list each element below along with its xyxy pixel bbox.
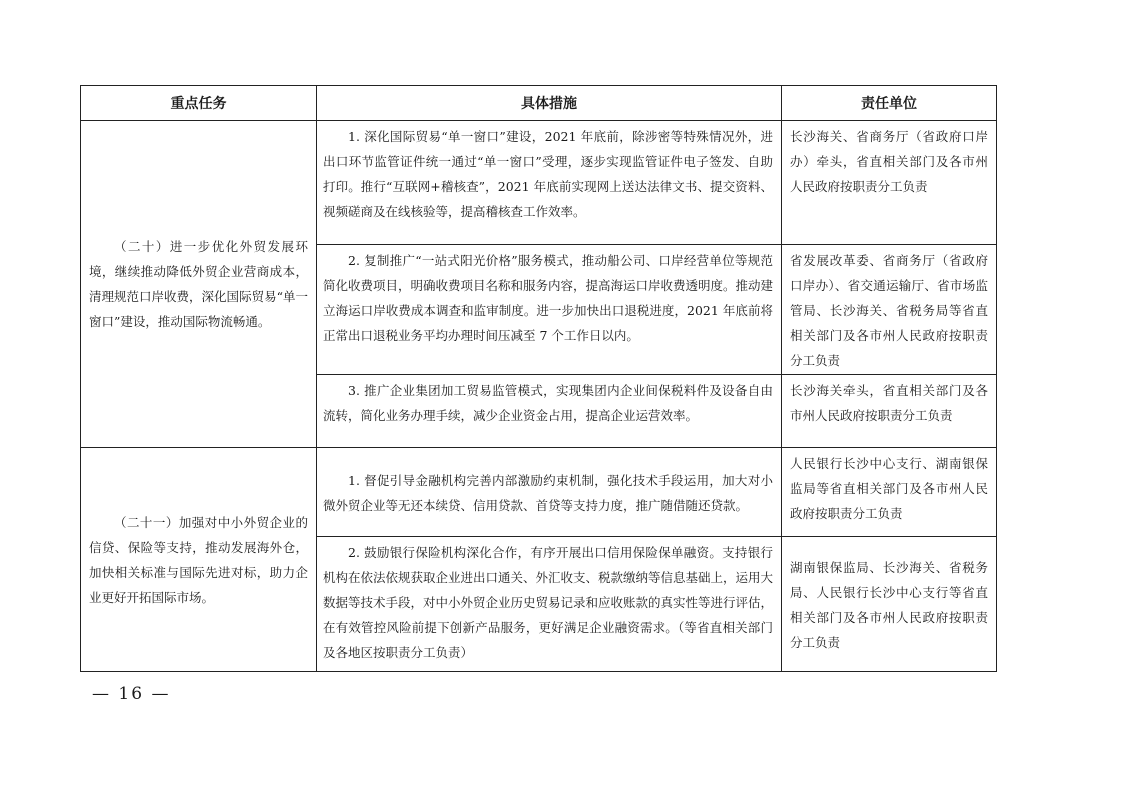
- responsible-text: 湖南银保监局、长沙海关、省税务局、人民银行长沙中心支行等省直相关部门及各市州人民政府按职责分工负责: [790, 560, 988, 650]
- measure-cell: [317, 448, 782, 537]
- measure-text: 1. 深化国际贸易“单一窗口”建设，2021 年底前，除涉密等特殊情况外，进出口环节监管证件统一通过“单一窗口”受理，逐步实现监管证件电子签发、自助打印。推行“互联网+稽核查”，2021 年底前实现网上送达法律文书、提交资料、视频磋商及在线核验等，提高稽核查工作效率。: [323, 129, 773, 219]
- responsible-text: 省发展改革委、省商务厅（省政府口岸办）、省交通运输厅、省市场监管局、长沙海关、省税务局等省直相关部门及各市州人民政府按职责分工负责: [790, 253, 988, 368]
- measure-cell: [317, 537, 782, 672]
- measure-text: 2. 鼓励银行保险机构深化合作，有序开展出口信用保险保单融资。支持银行机构在依法依规获取企业进出口通关、外汇收支、税款缴纳等信息基础上，运用大数据等技术手段，对中小外贸企业历史贸易记录和应收账款的真实性等进行评估，在有效管控风险前提下创新产品服务，更好满足企业融资需求。（等省直相关部门及各地区按职责分工负责）: [323, 545, 774, 660]
- task-cell-20: [81, 121, 317, 448]
- responsible-cell: [782, 375, 997, 448]
- responsible-cell: [782, 448, 997, 537]
- table-header-row: [81, 86, 997, 121]
- document-page: [80, 85, 996, 672]
- responsible-cell: [782, 537, 997, 672]
- responsible-text: 长沙海关、省商务厅（省政府口岸办）牵头，省直相关部门及各市州人民政府按职责分工负责: [790, 129, 988, 194]
- measure-text: 1. 督促引导金融机构完善内部激励约束机制，强化技术手段运用，加大对小微外贸企业等无还本续贷、信用贷款、首贷等支持力度，推广随借随还贷款。: [323, 473, 773, 513]
- responsible-text: 长沙海关牵头，省直相关部门及各市州人民政府按职责分工负责: [790, 383, 988, 423]
- page-number: — 16 —: [92, 684, 171, 704]
- task-text: （二十）进一步优化外贸发展环境，继续推动降低外贸企业营商成本，清理规范口岸收费，深化国际贸易“单一窗口”建设，推动国际物流畅通。: [89, 239, 308, 329]
- measure-text: 2. 复制推广“一站式阳光价格”服务模式，推动船公司、口岸经营单位等规范简化收费项目，明确收费项目名称和服务内容，提高海运口岸收费透明度。推动建立海运口岸收费成本调查和监审制度。进一步加快出口退税进度，2021 年底前将正常出口退税业务平均办理时间压减至 7 个工作日以内。: [323, 253, 774, 343]
- responsible-text: 人民银行长沙中心支行、湖南银保监局等省直相关部门及各市州人民政府按职责分工负责: [790, 456, 988, 521]
- task-cell-21: [81, 448, 317, 672]
- measure-cell: [317, 375, 782, 448]
- header-key-task: 重点任务: [81, 86, 317, 121]
- task-table: [80, 85, 997, 672]
- table-row: [81, 121, 997, 245]
- measure-cell: [317, 121, 782, 245]
- task-text: （二十一）加强对中小外贸企业的信贷、保险等支持，推动发展海外仓，加快相关标准与国际先进对标，助力企业更好开拓国际市场。: [89, 514, 308, 605]
- header-measures: 具体措施: [317, 86, 782, 121]
- header-responsible-unit: 责任单位: [782, 86, 997, 121]
- measure-cell: [317, 245, 782, 375]
- table-row: [81, 448, 997, 537]
- responsible-cell: [782, 245, 997, 375]
- responsible-cell: [782, 121, 997, 245]
- measure-text: 3. 推广企业集团加工贸易监管模式，实现集团内企业间保税料件及设备自由流转，简化业务办理手续，减少企业资金占用，提高企业运营效率。: [323, 383, 773, 423]
